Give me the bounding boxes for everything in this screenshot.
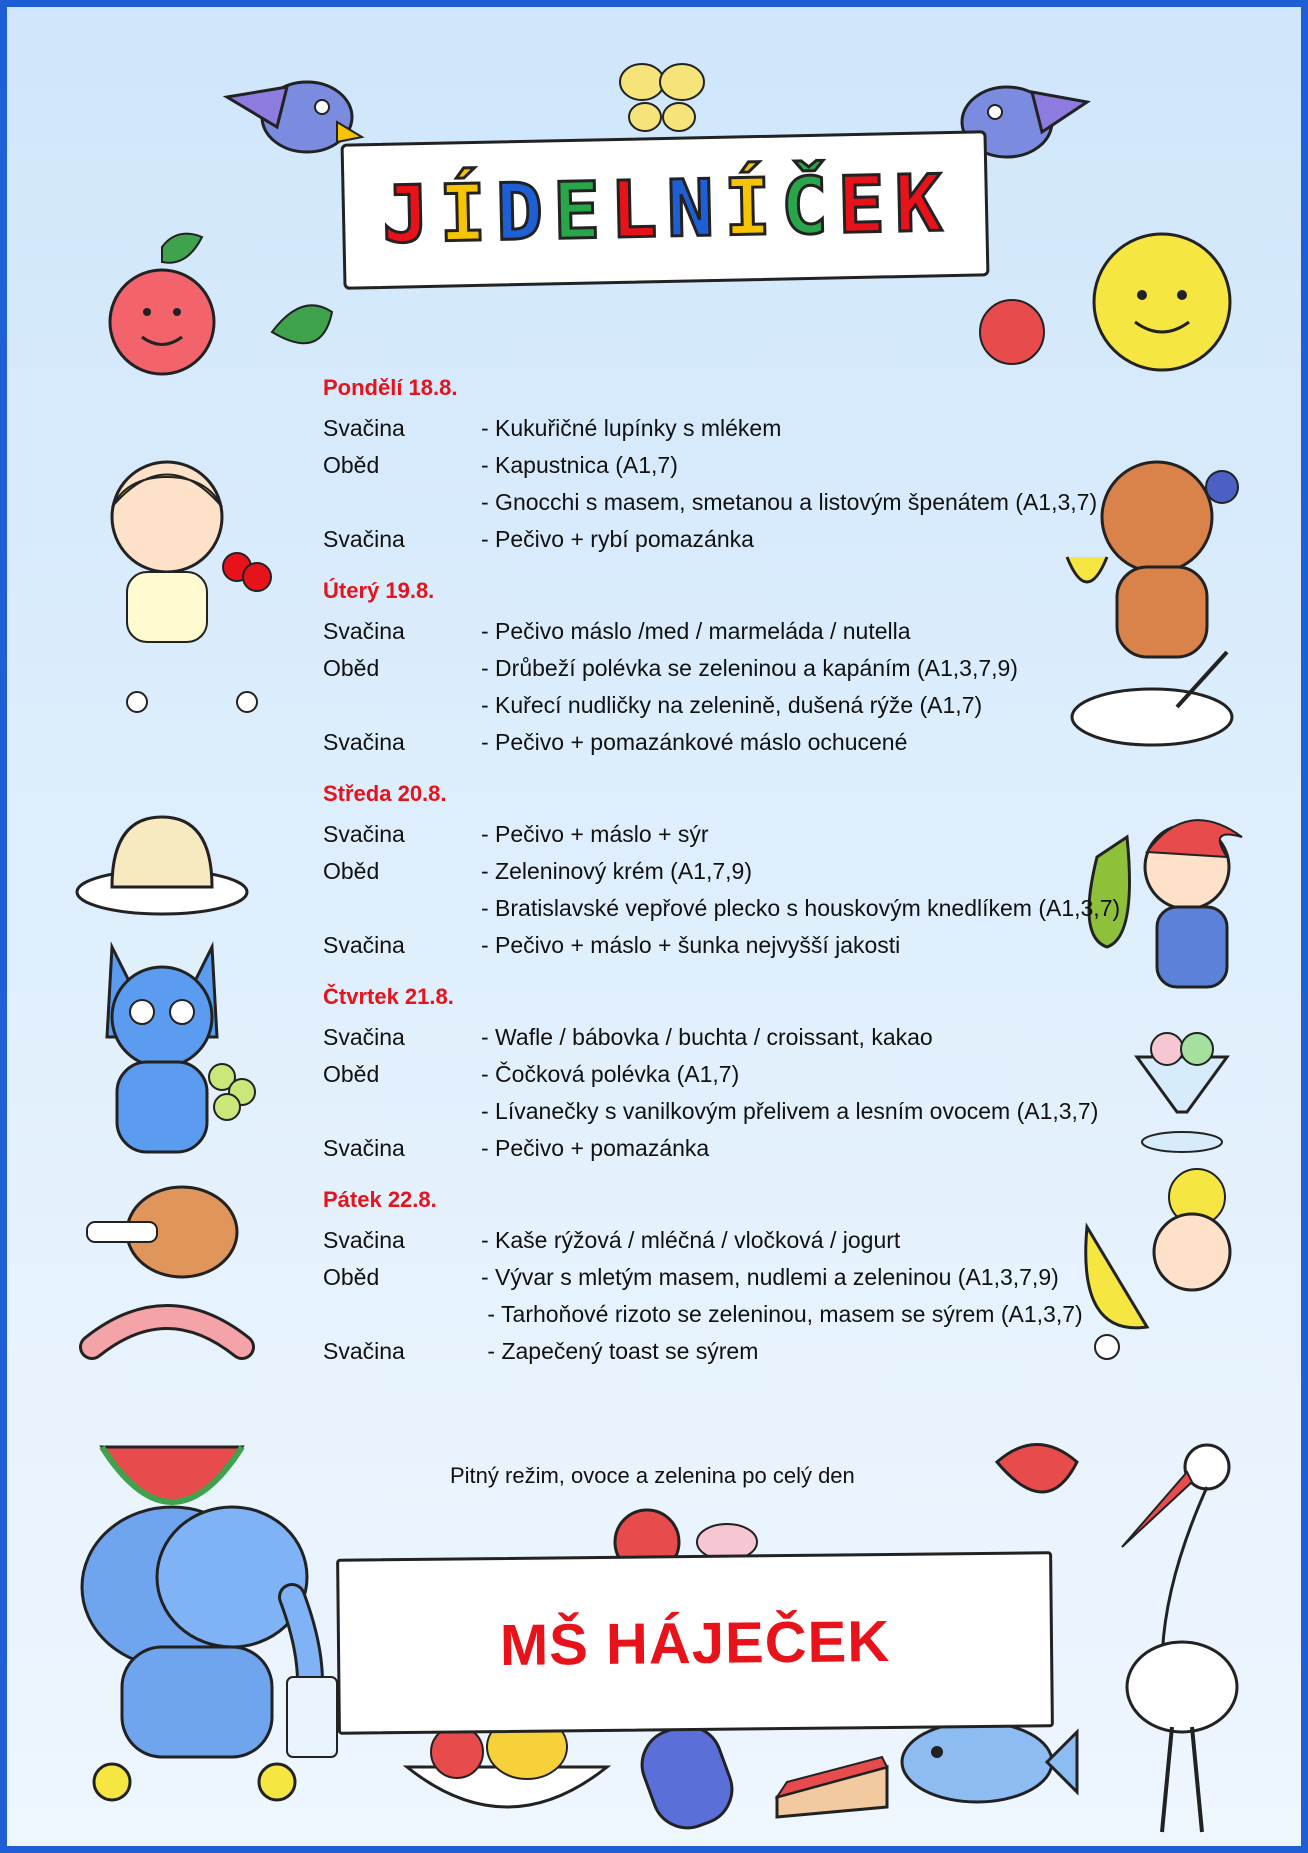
- strawberry-icon: [972, 287, 1052, 367]
- meal-label: Svačina: [323, 932, 405, 958]
- meal-dish: - Drůbeží polévka se zeleninou a kapáním (A1,3,7,9): [481, 655, 1018, 681]
- title-letter: D: [495, 167, 551, 259]
- meal-dish: - Pečivo + pomazánkové máslo ochucené: [481, 729, 908, 755]
- meal-dish: - Lívanečky s vanilkovým přelivem a lesním ovocem (A1,3,7): [481, 1098, 1099, 1124]
- day-title: Středa 20.8.: [323, 781, 447, 806]
- meal-row: [323, 724, 1183, 761]
- meal-row: [323, 1093, 1183, 1130]
- day-section: [323, 375, 1183, 558]
- meal-row: [323, 853, 1183, 890]
- meal-label: [323, 890, 481, 927]
- meal-dish: - Pečivo + pomazánka: [481, 1135, 710, 1161]
- meal-label: Svačina: [323, 1024, 405, 1050]
- meal-label: Svačina: [323, 415, 405, 441]
- cake-slice-icon: [767, 1737, 907, 1827]
- meal-label: Oběd: [323, 655, 380, 681]
- cat-with-grapes-icon: [62, 927, 262, 1167]
- meal-label: Svačina: [323, 618, 405, 644]
- title-letter: E: [836, 160, 892, 252]
- meal-row: [323, 816, 1183, 853]
- meal-row: [323, 613, 1183, 650]
- meal-label: Svačina: [323, 821, 405, 847]
- meal-row: [323, 521, 1183, 558]
- meal-label: [323, 1296, 481, 1333]
- title-letter: N: [666, 163, 721, 255]
- day-section: [323, 984, 1183, 1167]
- meal-row: [323, 890, 1183, 927]
- meal-label: Oběd: [323, 1061, 380, 1087]
- meal-dish: - Kuřecí nudličky na zelenině, dušená rýže (A1,7): [481, 692, 983, 718]
- title-letter: K: [893, 159, 949, 251]
- drinking-note: Pitný režim, ovoce a zelenina po celý den: [450, 1463, 855, 1488]
- cake-icon: [72, 777, 252, 917]
- meal-label: Svačina: [323, 1135, 405, 1161]
- meal-dish: - Pečivo + rybí pomazánka: [481, 526, 754, 552]
- meal-dish: - Pečivo + máslo + šunka nejvyšší jakosti: [481, 932, 901, 958]
- meal-label: [323, 1093, 481, 1130]
- meal-row: [323, 1019, 1183, 1056]
- meal-row: [323, 484, 1183, 521]
- meal-label: [323, 687, 481, 724]
- stork-icon: [1062, 1437, 1272, 1837]
- meal-row: [323, 1296, 1183, 1333]
- meal-row: [323, 447, 1183, 484]
- meal-row: [323, 1333, 1183, 1370]
- meal-label: Svačina: [323, 526, 405, 552]
- sun-icon: [1077, 217, 1247, 387]
- meal-row: [323, 1259, 1183, 1296]
- day-title: Čtvrtek 21.8.: [323, 984, 454, 1009]
- leaf-icon: [262, 292, 342, 372]
- elephant-icon: [62, 1477, 372, 1807]
- meal-dish: - Tarhoňové rizoto se zeleninou, masem se sýrem (A1,3,7): [481, 1301, 1083, 1327]
- title-letter: Í: [723, 162, 778, 254]
- meal-row: [323, 1056, 1183, 1093]
- meal-dish: - Bratislavské vepřové plecko s houskovým knedlíkem (A1,3,7): [481, 895, 1121, 921]
- day-title: Pátek 22.8.: [323, 1187, 437, 1212]
- meal-row: [323, 410, 1183, 447]
- girl-with-cherries-icon: [57, 447, 277, 717]
- title-letter: Í: [438, 168, 494, 260]
- meal-dish: - Gnocchi s masem, smetanou a listovým špenátem (A1,3,7): [481, 489, 1098, 515]
- meal-label: Svačina: [323, 1338, 405, 1364]
- day-section: [323, 578, 1183, 761]
- school-name: MŠ HÁJEČEK: [499, 1608, 891, 1678]
- title-letter: Č: [779, 161, 835, 253]
- meal-label: Svačina: [323, 729, 405, 755]
- meal-label: Oběd: [323, 1264, 380, 1290]
- meal-row: [323, 927, 1183, 964]
- meal-dish: - Vývar s mletým masem, nudlemi a zeleninou (A1,3,7,9): [481, 1264, 1059, 1290]
- meal-dish: - Čočková polévka (A1,7): [481, 1061, 740, 1087]
- meal-label: Oběd: [323, 858, 380, 884]
- meal-label: Svačina: [323, 1227, 405, 1253]
- apple-icon: [92, 227, 232, 377]
- chicken-leg-icon: [67, 1167, 237, 1297]
- title-letter: E: [552, 166, 607, 258]
- sausage-icon: [82, 1297, 252, 1407]
- meal-dish: - Kapustnica (A1,7): [481, 452, 678, 478]
- meal-label: [323, 484, 481, 521]
- title-banner: [341, 130, 990, 289]
- meal-row: [323, 650, 1183, 687]
- butterfly-icon: [607, 52, 717, 142]
- meal-dish: - Zapečený toast se sýrem: [481, 1338, 759, 1364]
- meal-dish: - Pečivo + máslo + sýr: [481, 821, 709, 847]
- day-section: [323, 781, 1183, 964]
- meal-row: [323, 1130, 1183, 1167]
- school-banner: [336, 1551, 1054, 1734]
- title-letter: J: [381, 169, 437, 261]
- day-title: Úterý 19.8.: [323, 578, 435, 603]
- meal-label: Oběd: [323, 452, 380, 478]
- meal-row: [323, 1222, 1183, 1259]
- weekly-menu: [323, 375, 1183, 1370]
- meal-dish: - Zeleninový krém (A1,7,9): [481, 858, 752, 884]
- meal-row: [323, 687, 1183, 724]
- meal-dish: - Kaše rýžová / mléčná / vločková / jogurt: [481, 1227, 901, 1253]
- title-letter: L: [609, 165, 664, 257]
- day-section: [323, 1187, 1183, 1370]
- meal-dish: - Kukuřičné lupínky s mlékem: [481, 415, 782, 441]
- meal-dish: - Wafle / bábovka / buchta / croissant, kakao: [481, 1024, 933, 1050]
- meal-dish: - Pečivo máslo /med / marmeláda / nutella: [481, 618, 911, 644]
- day-title: Pondělí 18.8.: [323, 375, 458, 400]
